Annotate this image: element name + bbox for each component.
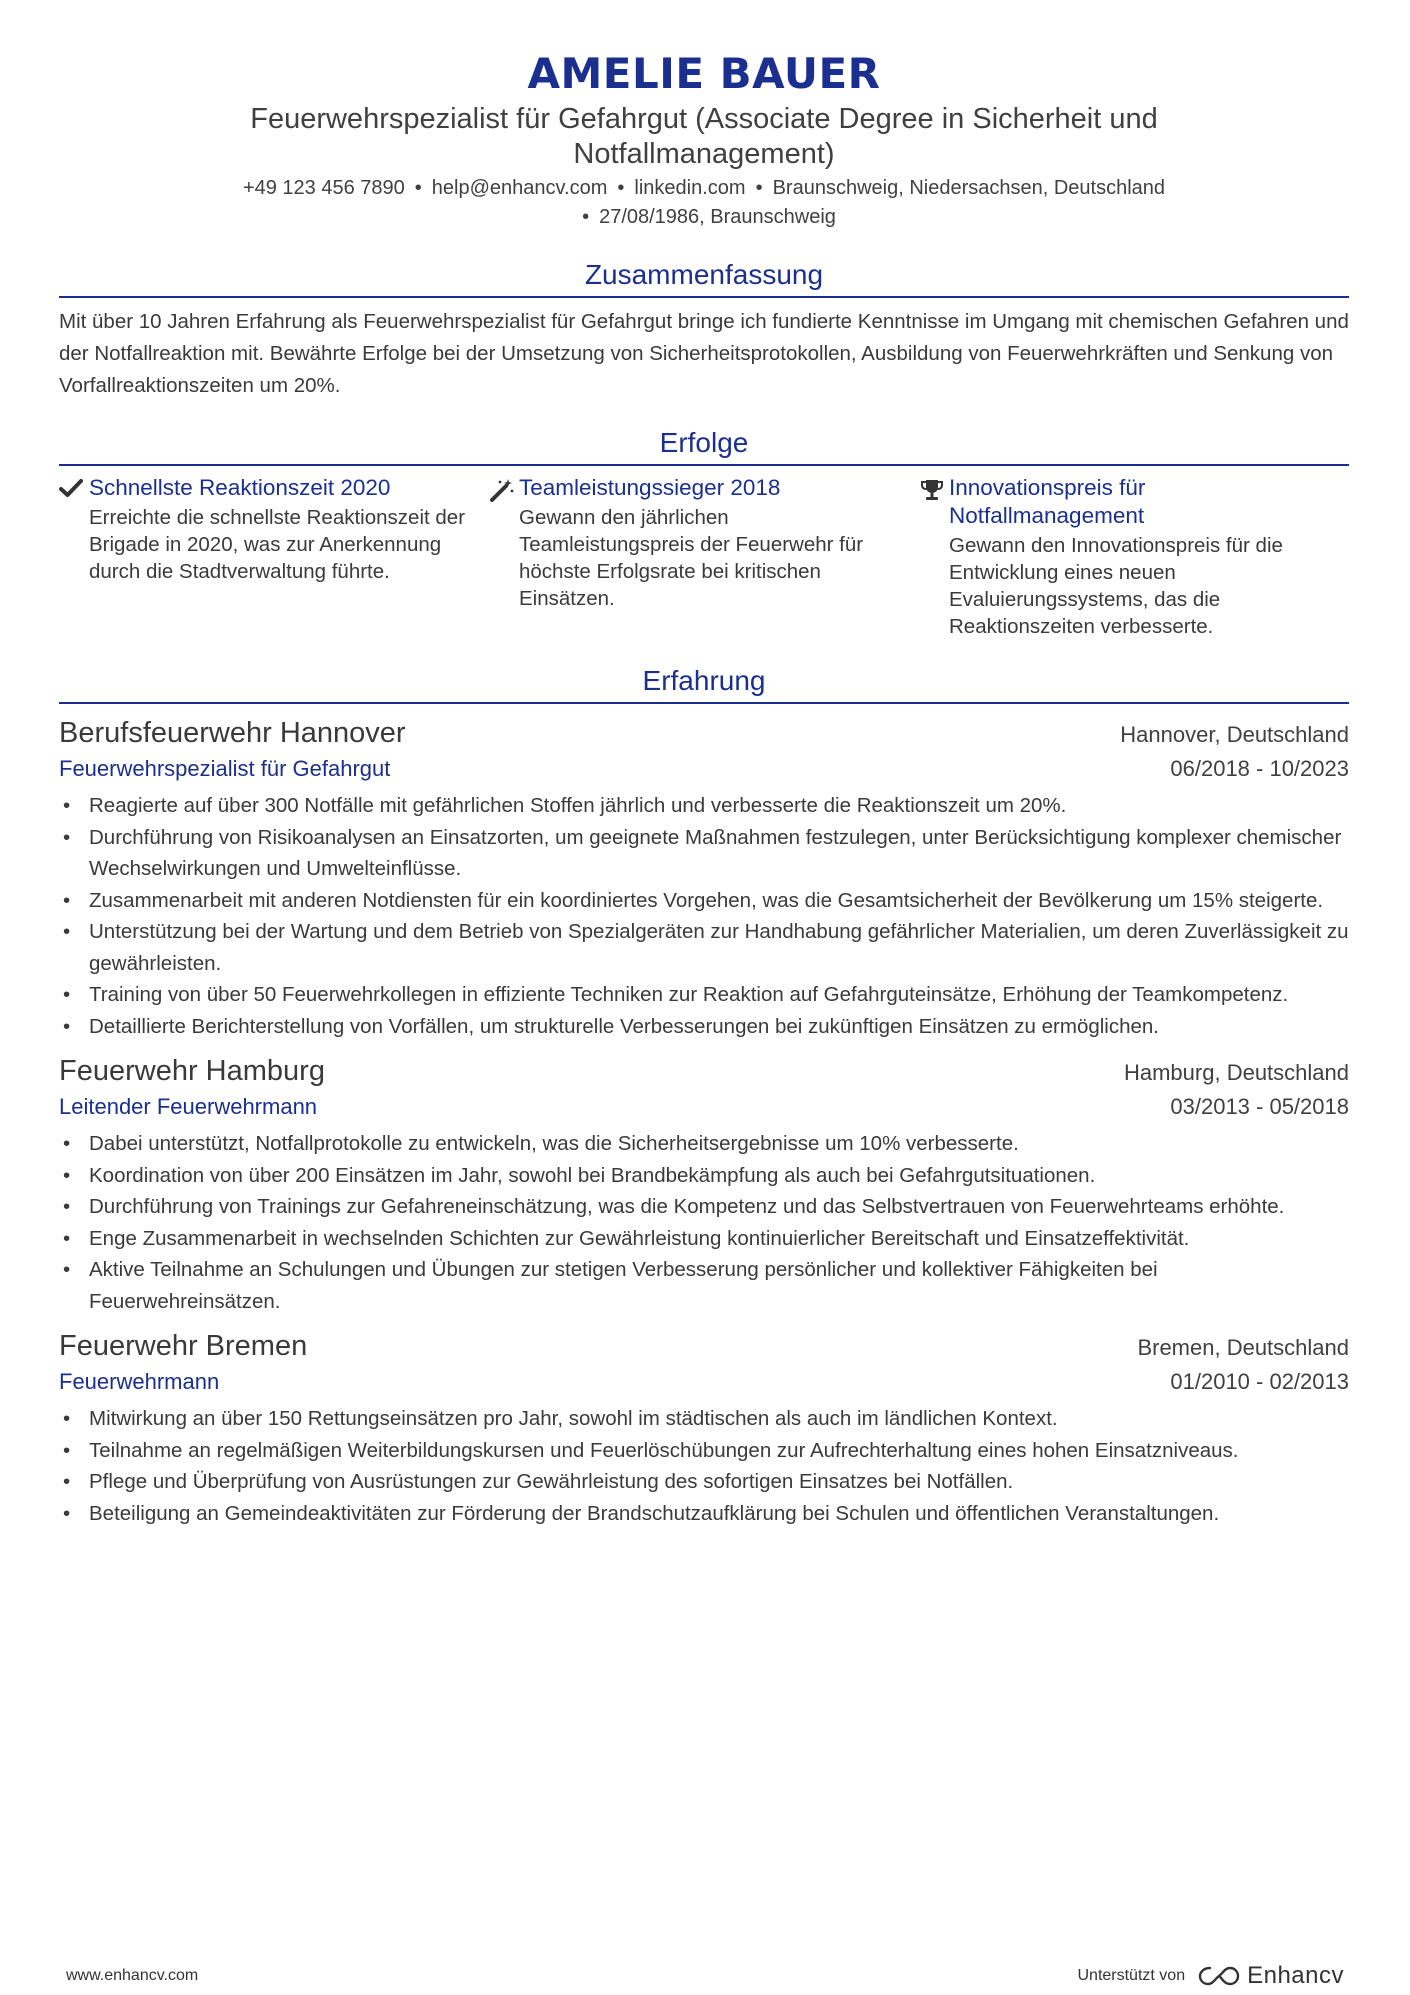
company-name: Feuerwehr Bremen <box>59 1330 308 1362</box>
phone: +49 123 456 7890 <box>242 177 405 199</box>
enhancv-logo-icon <box>1197 1964 1241 1988</box>
location: Braunschweig, Niedersachsen, Deutschland <box>772 177 1166 199</box>
linkedin-link[interactable]: linkedin.com <box>634 177 746 199</box>
separator-dot: • <box>414 177 422 199</box>
company-name: Berufsfeuerwehr Hannover <box>59 717 406 749</box>
achievements-list <box>59 474 1349 640</box>
powered-by-label: Unterstützt von <box>1077 1967 1186 1984</box>
magic-wand-icon <box>489 474 519 640</box>
job-dates: 01/2010 - 02/2013 <box>1170 1369 1349 1394</box>
list-item: • Teilnahme an regelmäßigen Weiterbildungskursen und Feuerlöschübungen zur Aufrechterhaltung eines hohen Einsatzniveaus. <box>59 1435 1349 1467</box>
contact-info <box>59 174 1349 232</box>
achievement-item <box>919 474 1349 640</box>
job-dates: 06/2018 - 10/2023 <box>1170 756 1349 781</box>
footer-branding <box>1077 1962 1344 1990</box>
list-item: • Aktive Teilnahme an Schulungen und Übungen zur stetigen Verbesserung persönlicher und kollektiver Fähigkeiten bei Feuerwehreinsätzen. <box>59 1254 1349 1317</box>
job-bullets <box>59 790 1349 1042</box>
separator-dot: • <box>617 177 625 199</box>
list-item: • Durchführung von Trainings zur Gefahreneinschätzung, was die Kompetenz und das Selbstvertrauen von Feuerwehrteams erhöhte. <box>59 1191 1349 1223</box>
section-title-experience: Erfahrung <box>59 664 1349 704</box>
resume-header <box>59 0 1349 232</box>
job-location: Hannover, Deutschland <box>1120 722 1349 747</box>
job-dates: 03/2013 - 05/2018 <box>1170 1094 1349 1119</box>
experience-section <box>59 664 1349 1529</box>
birth-info: 27/08/1986, Braunschweig <box>599 206 836 228</box>
section-title-summary: Zusammenfassung <box>59 258 1349 298</box>
achievement-title: Innovationspreis für Notfallmanagement <box>949 475 1146 528</box>
list-item: • Detaillierte Berichterstellung von Vorfällen, um strukturelle Verbesserungen bei zukünftigen Einsätzen zu ermöglichen. <box>59 1011 1349 1043</box>
list-item: • Enge Zusammenarbeit in wechselnden Schichten zur Gewährleistung kontinuierlicher Bereitschaft und Einsatzeffektivität. <box>59 1223 1349 1255</box>
achievement-title: Schnellste Reaktionszeit 2020 <box>89 475 391 500</box>
list-item: • Koordination von über 200 Einsätzen im Jahr, sowohl bei Brandbekämpfung als auch bei Gefahrgutsituationen. <box>59 1160 1349 1192</box>
job-entry <box>59 1052 1349 1317</box>
candidate-title: Feuerwehrspezialist für Gefahrgut (Associate Degree in Sicherheit und Notfallmanagement) <box>250 103 1158 170</box>
achievement-title: Teamleistungssieger 2018 <box>519 475 781 500</box>
achievement-desc: Gewann den Innovationspreis für die Entwicklung eines neuen Evaluierungssystems, das die Reaktionszeiten verbesserte. <box>949 534 1283 638</box>
achievement-item <box>489 474 919 640</box>
job-bullets <box>59 1128 1349 1317</box>
page-footer <box>66 1962 1344 1990</box>
job-role: Feuerwehrmann <box>59 1369 220 1394</box>
summary-section <box>59 258 1349 402</box>
brand-name: Enhancv <box>1247 1962 1344 1989</box>
separator-dot: • <box>582 206 590 228</box>
job-role: Feuerwehrspezialist für Gefahrgut <box>59 756 391 781</box>
achievements-section <box>59 426 1349 640</box>
section-title-achievements: Erfolge <box>59 426 1349 466</box>
job-location: Bremen, Deutschland <box>1137 1335 1349 1360</box>
list-item: • Unterstützung bei der Wartung und dem Betrieb von Spezialgeräten zur Handhabung gefährlicher Materialien, um deren Zuverlässigkeit zu gewährleisten. <box>59 916 1349 979</box>
list-item: • Mitwirkung an über 150 Rettungseinsätzen pro Jahr, sowohl im städtischen als auch im ländlichen Kontext. <box>59 1403 1349 1435</box>
footer-website-link[interactable]: www.enhancv.com <box>66 1967 199 1984</box>
email-link[interactable]: help@enhancv.com <box>431 177 608 199</box>
list-item: • Zusammenarbeit mit anderen Notdiensten für ein koordiniertes Vorgehen, was die Gesamtsicherheit der Bevölkerung um 15% steigerte. <box>59 885 1349 917</box>
trophy-icon <box>919 474 949 640</box>
job-role: Leitender Feuerwehrmann <box>59 1094 318 1119</box>
separator-dot: • <box>755 177 763 199</box>
list-item: • Training von über 50 Feuerwehrkollegen in effiziente Techniken zur Reaktion auf Gefahrguteinsätze, Erhöhung der Teamkompetenz. <box>59 979 1349 1011</box>
achievement-desc: Gewann den jährlichen Teamleistungspreis der Feuerwehr für höchste Erfolgsrate bei kritischen Einsätzen. <box>519 506 864 610</box>
summary-text: Mit über 10 Jahren Erfahrung als Feuerwehrspezialist für Gefahrgut bringe ich fundierte Kenntnisse im Umgang mit chemischen Gefahren und der Notfallreaktion mit. Bewährte Erfolge bei der Umsetzung von Sicherheitsprotokollen, Ausbildung von Feuerwehrkräften und Senkung von Vorfallreaktionszeiten um 20%. <box>59 310 1349 397</box>
list-item: • Reagierte auf über 300 Notfälle mit gefährlichen Stoffen jährlich und verbesserte die Reaktionszeit um 20%. <box>59 790 1349 822</box>
checkmark-icon <box>59 474 89 640</box>
list-item: • Durchführung von Risikoanalysen an Einsatzorten, um geeignete Maßnahmen festzulegen, unter Berücksichtigung komplexer chemischer Wechselwirkungen und Umwelteinflüsse. <box>59 822 1349 885</box>
job-entry <box>59 714 1349 1042</box>
candidate-name: AMELIE BAUER <box>527 49 881 98</box>
job-location: Hamburg, Deutschland <box>1123 1060 1349 1085</box>
job-bullets <box>59 1403 1349 1529</box>
job-entry <box>59 1327 1349 1529</box>
company-name: Feuerwehr Hamburg <box>59 1055 325 1087</box>
list-item: • Dabei unterstützt, Notfallprotokolle zu entwickeln, was die Sicherheitsergebnisse um 10% verbesserte. <box>59 1128 1349 1160</box>
list-item: • Beteiligung an Gemeindeaktivitäten zur Förderung der Brandschutzaufklärung bei Schulen und öffentlichen Veranstaltungen. <box>59 1498 1349 1530</box>
achievement-desc: Erreichte die schnellste Reaktionszeit der Brigade in 2020, was zur Anerkennung durch die Stadtverwaltung führte. <box>89 506 466 583</box>
achievement-item <box>59 474 489 640</box>
list-item: • Pflege und Überprüfung von Ausrüstungen zur Gewährleistung des sofortigen Einsatzes bei Notfällen. <box>59 1466 1349 1498</box>
